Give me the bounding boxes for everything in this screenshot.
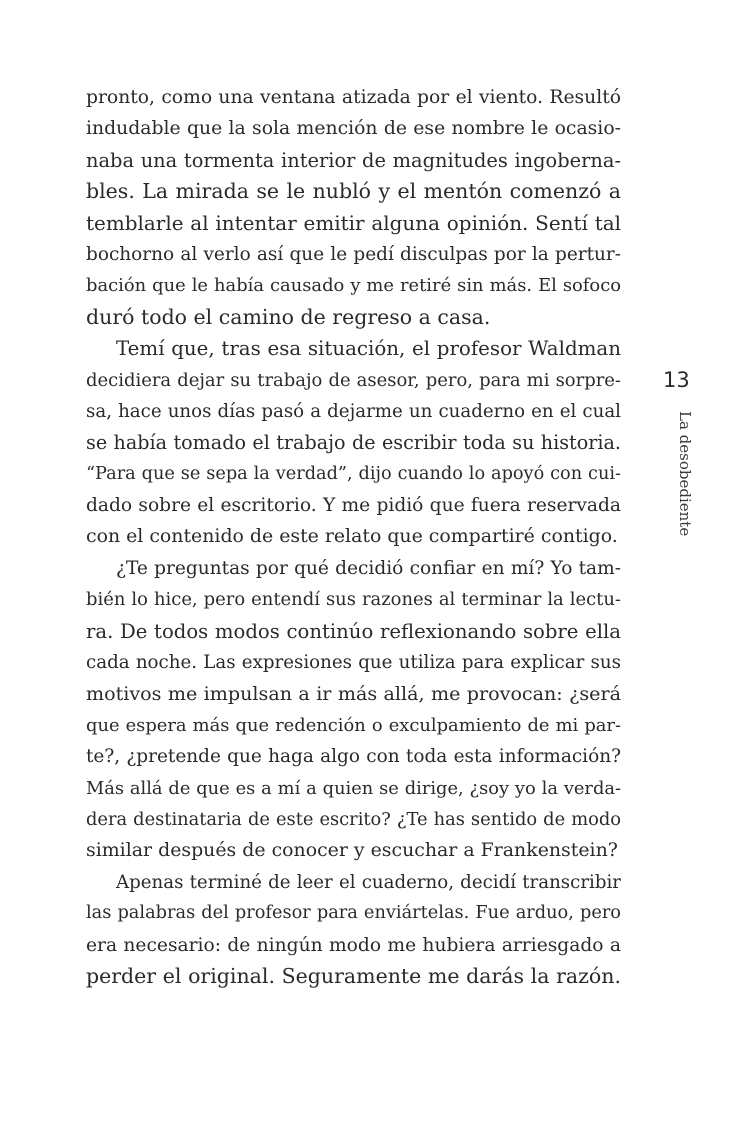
text-line: “Para que se sepa la verdad”, dijo cuando lo apoyó con cui- — [86, 463, 621, 484]
text-line: Temí que, tras esa situación, el profesor Waldman — [116, 337, 621, 361]
text-line: bién lo hice, pero entendí sus razones al terminar la lectu- — [86, 589, 621, 611]
text-line: cada noche. Las expresiones que utiliza para explicar sus — [86, 652, 621, 674]
text-line: perder el original. Seguramente me darás la razón. — [86, 963, 621, 988]
text-line: ¿Te preguntas por qué decidió confiar en mí? Yo tam- — [116, 557, 621, 579]
text-line: que espera más que redención o exculpamiento de mi par- — [86, 714, 621, 736]
text-line: se había tomado el trabajo de escribir toda su historia. — [86, 431, 621, 455]
text-line: temblarle al intentar emitir alguna opinión. Sentí tal — [86, 210, 621, 235]
text-line: decidiera dejar su trabajo de asesor, pero, para mi sorpre- — [86, 369, 621, 391]
running-title: La desobediente — [676, 411, 694, 537]
text-line: pronto, como una ventana atizada por el viento. Resultó — [86, 87, 621, 108]
text-line: bación que le había causado y me retiré sin más. El sofoco — [86, 275, 621, 297]
text-line: Apenas terminé de leer el cuaderno, decidí transcribir — [116, 871, 621, 893]
text-line: sa, hace unos días pasó a dejarme un cuaderno en el cual — [86, 400, 621, 422]
text-line: indudable que la sola mención de ese nombre le ocasio- — [86, 118, 621, 140]
text-line: Más allá de que es a mí a quien se dirige, ¿soy yo la verda- — [86, 777, 621, 799]
text-line: ra. De todos modos continúo reflexionando sobre ella — [86, 619, 621, 643]
text-line: te?, ¿pretende que haga algo con toda esta información? — [86, 746, 621, 768]
body-text — [86, 82, 621, 992]
text-line: las palabras del profesor para enviártelas. Fue arduo, pero — [86, 903, 621, 924]
text-line: similar después de conocer y escuchar a Frankenstein? — [86, 839, 618, 862]
text-line: dera destinataria de este escrito? ¿Te has sentido de modo — [86, 808, 621, 830]
text-line: era necesario: de ningún modo me hubiera arriesgado a — [86, 934, 621, 956]
page-number: 13 — [663, 368, 690, 392]
text-line: motivos me impulsan a ir más allá, me provocan: ¿será — [86, 682, 621, 706]
text-line: bles. La mirada se le nubló y el mentón comenzó a — [86, 179, 621, 204]
text-line: bochorno al verlo así que le pedí disculpas por la pertur- — [86, 243, 621, 265]
text-line: naba una tormenta interior de magnitudes ingoberna- — [86, 148, 621, 172]
text-line: dado sobre el escritorio. Y me pidió que fuera reservada — [86, 495, 621, 517]
text-line: duró todo el camino de regreso a casa. — [86, 304, 491, 329]
text-line: con el contenido de este relato que compartiré contigo. — [86, 525, 618, 548]
